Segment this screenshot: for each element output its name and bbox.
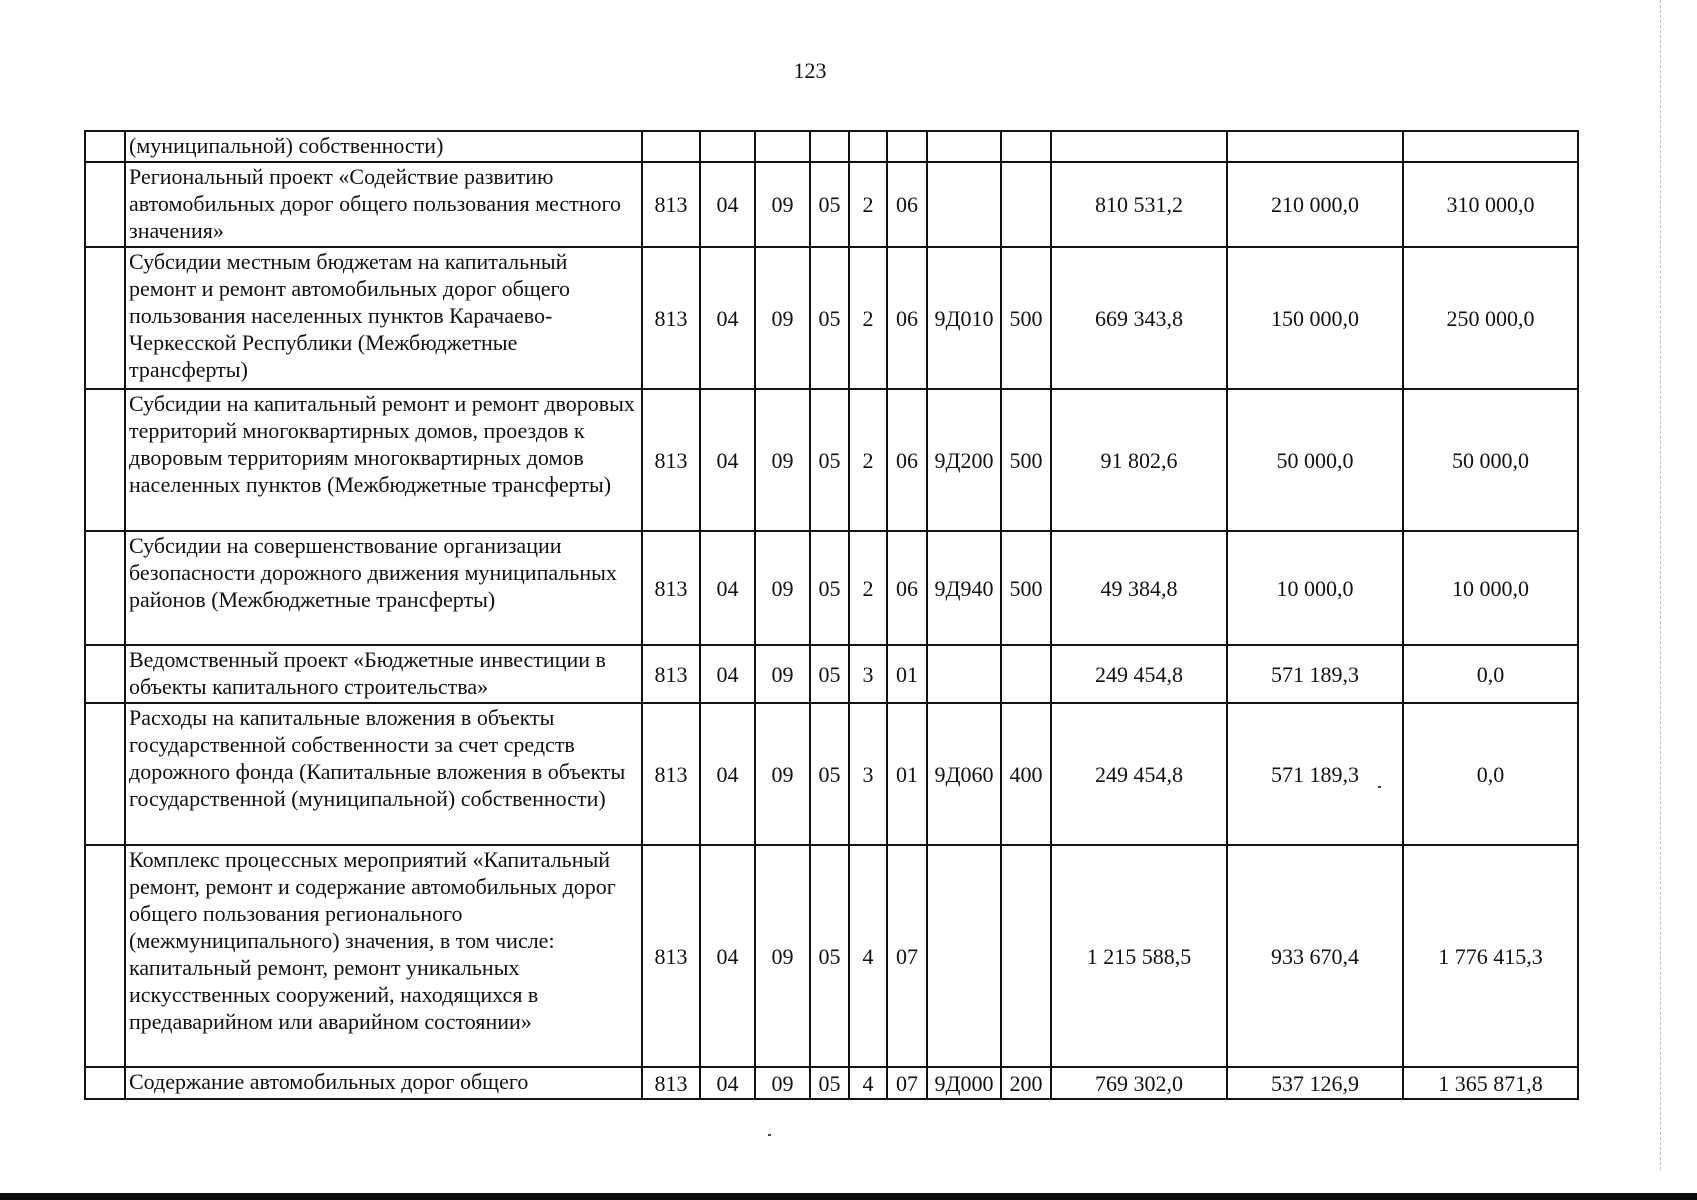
ministry-code: 813 [642,1067,700,1099]
subprogram-code: 2 [849,162,887,247]
table-row [85,1067,1578,1099]
expense-type-code: 500 [1001,531,1051,645]
expense-type-code [1001,131,1051,162]
direction-code: 9Д010 [927,247,1001,389]
program-code: 05 [810,845,849,1067]
direction-code [927,162,1001,247]
project-code: 06 [887,389,927,531]
section-code: 04 [700,645,755,703]
direction-code: 9Д200 [927,389,1001,531]
amount-year-2: 571 189,3 [1227,645,1403,703]
subprogram-code: 3 [849,703,887,845]
amount-year-2: 571 189,3 [1227,703,1403,845]
subsection-code: 09 [755,389,810,531]
amount-year-1: 249 454,8 [1051,703,1227,845]
project-code: 06 [887,531,927,645]
program-code: 05 [810,247,849,389]
row-description: Субсидии местным бюджетам на капитальный ремонт и ремонт автомобильных дорог общего пользования населенных пунктов Карачаево-Черкесской Республики (Межбюджетные трансферты) [125,247,642,389]
budget-table [84,130,1579,1100]
amount-year-3: 1 776 415,3 [1403,845,1578,1067]
ministry-code: 813 [642,389,700,531]
row-description: Содержание автомобильных дорог общего [125,1067,642,1099]
direction-code: 9Д940 [927,531,1001,645]
row-description: Субсидии на капитальный ремонт и ремонт дворовых территорий многоквартирных домов, проездов к дворовым территориям многоквартирных домов населенных пунктов (Межбюджетные трансферты) [125,389,642,531]
section-code: 04 [700,1067,755,1099]
project-code: 06 [887,162,927,247]
amount-year-1: 91 802,6 [1051,389,1227,531]
ministry-code: 813 [642,162,700,247]
scan-bottom-bar [0,1193,1697,1200]
amount-year-3: 0,0 [1403,645,1578,703]
program-code [810,131,849,162]
amount-year-3: 10 000,0 [1403,531,1578,645]
amount-year-2: 933 670,4 [1227,845,1403,1067]
row-marker-cell [85,131,125,162]
expense-type-code: 500 [1001,389,1051,531]
table-row [85,845,1578,1067]
section-code: 04 [700,845,755,1067]
ministry-code: 813 [642,531,700,645]
ministry-code: 813 [642,703,700,845]
project-code: 01 [887,645,927,703]
table-row [85,531,1578,645]
subsection-code: 09 [755,645,810,703]
subsection-code: 09 [755,845,810,1067]
project-code: 07 [887,1067,927,1099]
expense-type-code [1001,845,1051,1067]
table-row [85,247,1578,389]
ministry-code: 813 [642,845,700,1067]
subprogram-code: 4 [849,1067,887,1099]
table-row [85,131,1578,162]
table-row [85,162,1578,247]
amount-year-2 [1227,131,1403,162]
amount-year-1 [1051,131,1227,162]
direction-code [927,645,1001,703]
ministry-code: 813 [642,645,700,703]
expense-type-code: 200 [1001,1067,1051,1099]
table-row [85,389,1578,531]
amount-year-2: 50 000,0 [1227,389,1403,531]
project-code [887,131,927,162]
amount-year-3: 1 365 871,8 [1403,1067,1578,1099]
ministry-code [642,131,700,162]
program-code: 05 [810,645,849,703]
direction-code [927,131,1001,162]
page-number: 123 [793,58,827,83]
section-code: 04 [700,531,755,645]
row-description: Ведомственный проект «Бюджетные инвестиции в объекты капитального строительства» [125,645,642,703]
subprogram-code [849,131,887,162]
program-code: 05 [810,531,849,645]
direction-code: 9Д000 [927,1067,1001,1099]
row-description: Региональный проект «Содействие развитию автомобильных дорог общего пользования местного значения» [125,162,642,247]
amount-year-3 [1403,131,1578,162]
scan-speck [1378,786,1381,788]
amount-year-1: 249 454,8 [1051,645,1227,703]
program-code: 05 [810,703,849,845]
subsection-code: 09 [755,703,810,845]
section-code: 04 [700,247,755,389]
amount-year-2: 210 000,0 [1227,162,1403,247]
subprogram-code: 2 [849,247,887,389]
direction-code [927,845,1001,1067]
project-code: 01 [887,703,927,845]
section-code [700,131,755,162]
subsection-code [755,131,810,162]
row-description: Комплекс процессных мероприятий «Капитальный ремонт, ремонт и содержание автомобильных дорог общего пользования регионального (межмуниципального) значения, в том числе: капитальный ремонт, ремонт уникальных искусственных сооружений, находящихся в предаварийном или аварийном состоянии» [125,845,642,1067]
scan-edge-line [1660,0,1662,1170]
amount-year-2: 10 000,0 [1227,531,1403,645]
amount-year-2: 537 126,9 [1227,1067,1403,1099]
amount-year-3: 0,0 [1403,703,1578,845]
expense-type-code [1001,645,1051,703]
row-description: Расходы на капитальные вложения в объекты государственной собственности за счет средств дорожного фонда (Капитальные вложения в объекты государственной (муниципальной) собственности) [125,703,642,845]
expense-type-code [1001,162,1051,247]
table-row [85,645,1578,703]
amount-year-1: 669 343,8 [1051,247,1227,389]
subprogram-code: 2 [849,389,887,531]
amount-year-1: 49 384,8 [1051,531,1227,645]
section-code: 04 [700,703,755,845]
section-code: 04 [700,162,755,247]
section-code: 04 [700,389,755,531]
subsection-code: 09 [755,162,810,247]
subprogram-code: 4 [849,845,887,1067]
row-marker-cell [85,1067,125,1099]
subprogram-code: 2 [849,531,887,645]
scan-speck [768,1134,771,1136]
expense-type-code: 400 [1001,703,1051,845]
program-code: 05 [810,389,849,531]
amount-year-1: 1 215 588,5 [1051,845,1227,1067]
row-marker-cell [85,703,125,845]
ministry-code: 813 [642,247,700,389]
row-marker-cell [85,247,125,389]
program-code: 05 [810,1067,849,1099]
row-marker-cell [85,845,125,1067]
table-row [85,703,1578,845]
subsection-code: 09 [755,1067,810,1099]
amount-year-3: 310 000,0 [1403,162,1578,247]
subsection-code: 09 [755,531,810,645]
row-marker-cell [85,162,125,247]
subsection-code: 09 [755,247,810,389]
row-marker-cell [85,389,125,531]
amount-year-3: 50 000,0 [1403,389,1578,531]
amount-year-1: 769 302,0 [1051,1067,1227,1099]
direction-code: 9Д060 [927,703,1001,845]
amount-year-1: 810 531,2 [1051,162,1227,247]
project-code: 07 [887,845,927,1067]
row-marker-cell [85,531,125,645]
amount-year-3: 250 000,0 [1403,247,1578,389]
amount-year-2: 150 000,0 [1227,247,1403,389]
expense-type-code: 500 [1001,247,1051,389]
row-description: Субсидии на совершенствование организации безопасности дорожного движения муниципальных районов (Межбюджетные трансферты) [125,531,642,645]
program-code: 05 [810,162,849,247]
subprogram-code: 3 [849,645,887,703]
row-marker-cell [85,645,125,703]
project-code: 06 [887,247,927,389]
row-description: (муниципальной) собственности) [125,131,642,162]
